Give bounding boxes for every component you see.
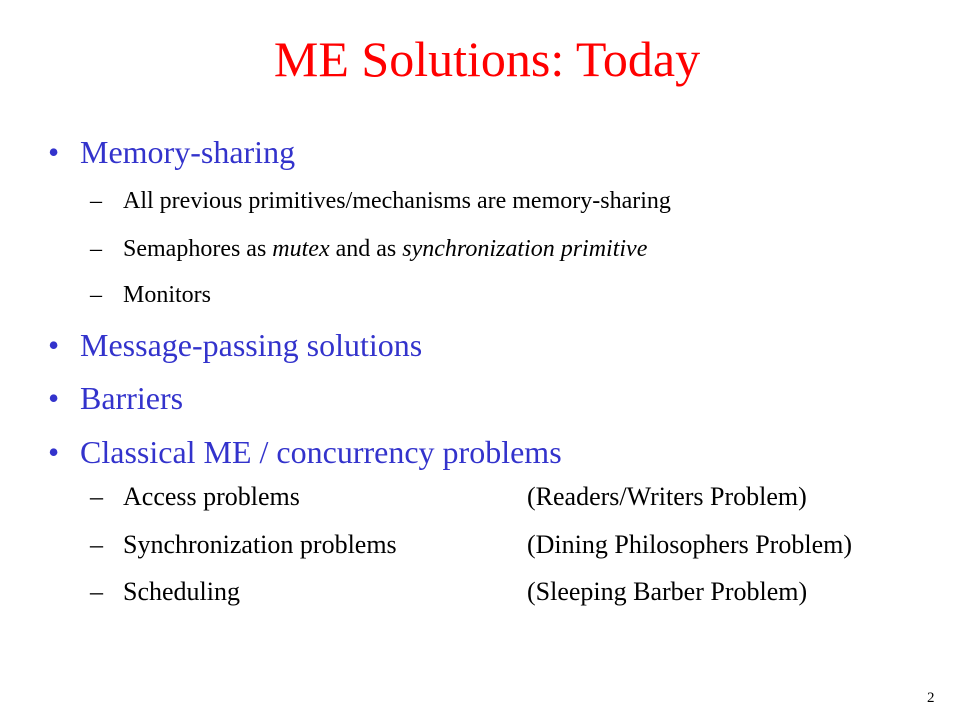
text-part: Semaphores as	[123, 236, 273, 262]
bullet-label: Classical ME / concurrency problems	[80, 434, 562, 470]
subitem-label: Scheduling	[123, 577, 240, 606]
subitem-example: (Sleeping Barber Problem)	[527, 577, 808, 606]
dash: –	[90, 482, 103, 511]
dash: –	[90, 530, 103, 559]
page-number: 2	[927, 690, 935, 706]
bullet-label: Memory-sharing	[80, 134, 296, 170]
bullet-label: Message-passing solutions	[80, 327, 423, 363]
bullet-label: Barriers	[80, 380, 184, 416]
text-part: and as	[329, 236, 403, 262]
subitem-label: Synchronization problems	[123, 530, 397, 559]
bullet-dot: •	[48, 134, 60, 170]
subitem-label: All previous primitives/mechanisms are memory-sharing	[123, 188, 671, 214]
bullet-dot: •	[48, 380, 60, 416]
bullet-dot: •	[48, 327, 60, 363]
bullet-dot: •	[48, 434, 60, 470]
subitem-example: (Readers/Writers Problem)	[527, 482, 807, 511]
subitem-label	[123, 237, 647, 261]
emphasis-mutex: mutex	[272, 236, 330, 262]
emphasis-sync-primitive: synchronization primitive	[402, 236, 648, 262]
dash: –	[90, 282, 102, 308]
dash: –	[90, 188, 102, 214]
dash: –	[90, 577, 103, 606]
subitem-label: Monitors	[123, 282, 212, 308]
subitem-label: Access problems	[123, 482, 300, 511]
dash: –	[90, 236, 102, 262]
subitem-example: (Dining Philosophers Problem)	[527, 530, 852, 559]
slide-title: ME Solutions: Today	[273, 31, 701, 87]
